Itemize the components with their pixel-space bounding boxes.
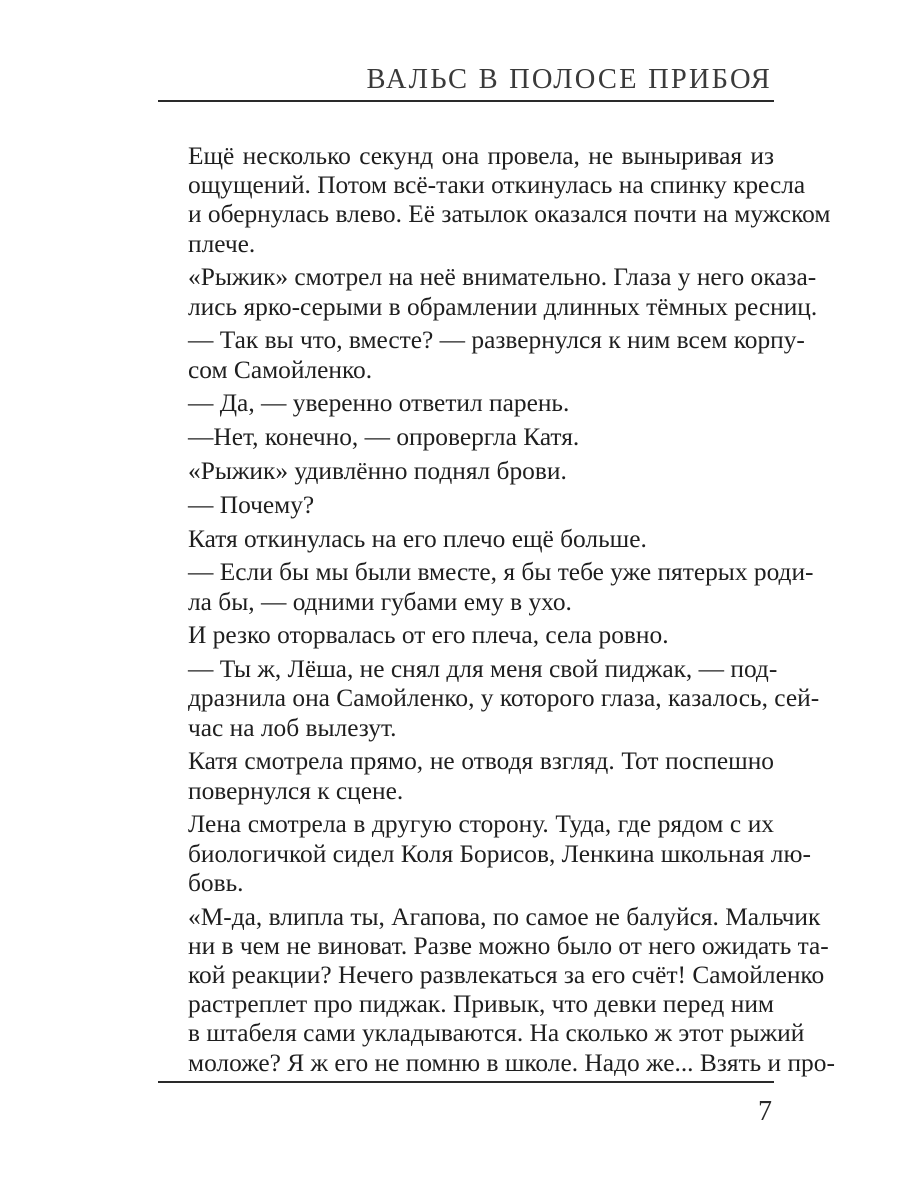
text-line: Лена смотрела в другую сторону. Туда, где рядом с их xyxy=(188,810,774,839)
text-line: моложе? Я ж его не помню в школе. Надо же... Взять и про- xyxy=(188,1048,835,1077)
text-line: И резко оторвалась от его плеча, села ровно. xyxy=(188,621,669,650)
text-line: бовь. xyxy=(188,868,244,897)
text-line: Катя откинулась на его плечо ещё больше. xyxy=(188,524,647,553)
text-line: — Так вы что, вместе? — развернулся к ним всем корпу- xyxy=(188,326,805,355)
paragraph-3 xyxy=(158,326,805,384)
text-line: Катя смотрела прямо, не отводя взгляд. Тот поспешно xyxy=(188,747,774,776)
body-text xyxy=(158,142,835,1082)
text-line: сом Самойленко. xyxy=(188,355,373,384)
text-line: и обернулась влево. Её затылок оказался почти на мужском xyxy=(188,200,831,229)
paragraph-1 xyxy=(158,142,831,259)
text-line: — Да, — уверенно ответил парень. xyxy=(188,389,570,418)
text-line: кой реакции? Нечего развлекаться за его счёт! Самойленко xyxy=(188,961,825,989)
text-line: ощущений. Потом всё-таки откинулась на спинку кресла xyxy=(188,171,806,200)
text-line: повернулся к сцене. xyxy=(188,776,404,805)
text-line: —Нет, конечно, — опровергла Катя. xyxy=(188,423,580,452)
text-line: растреплет про пиджак. Привык, что девки перед ним xyxy=(188,990,774,1019)
paragraph-11 xyxy=(158,655,820,743)
text-line: «Рыжик» смотрел на неё внимательно. Глаза у него оказа- xyxy=(188,263,817,292)
text-line: биологичкой сидел Коля Борисов, Ленкина школьная лю- xyxy=(188,839,811,868)
paragraph-2 xyxy=(158,263,818,321)
footer-rule xyxy=(158,1081,774,1083)
page-number: 7 xyxy=(758,1096,772,1127)
running-head: ВАЛЬС В ПОЛОСЕ ПРИБОЯ xyxy=(366,64,772,95)
text-line: «М-да, влипла ты, Агапова, по самое не балуйся. Мальчик xyxy=(188,902,821,931)
paragraph-6 xyxy=(158,457,774,486)
text-line: «Рыжик» удивлённо поднял брови. xyxy=(188,457,567,485)
text-line: час на лоб вылезут. xyxy=(188,713,397,742)
text-line: дразнила она Самойленко, у которого глаза, казалось, сей- xyxy=(188,684,820,713)
paragraph-10 xyxy=(158,621,774,650)
text-line: плече. xyxy=(188,229,256,258)
text-line: Ещё несколько секунд она провела, не выныривая из xyxy=(188,142,774,170)
paragraph-13 xyxy=(158,810,811,898)
paragraph-14 xyxy=(158,902,835,1078)
paragraph-8 xyxy=(158,525,774,554)
text-line: — Ты ж, Лёша, не снял для меня свой пиджак, — под- xyxy=(188,655,778,684)
text-line: ла бы, — одними губами ему в ухо. xyxy=(188,587,572,616)
text-line: в штабеля сами укладываются. На сколько ж этот рыжий xyxy=(188,1019,805,1048)
text-line: лись ярко-серыми в обрамлении длинных тёмных ресниц. xyxy=(188,292,818,321)
text-line: ни в чем не виноват. Разве можно было от него ожидать та- xyxy=(188,931,829,960)
paragraph-5 xyxy=(158,423,774,452)
paragraph-12 xyxy=(158,747,774,805)
paragraph-9 xyxy=(158,558,814,616)
header-rule xyxy=(158,100,774,102)
paragraph-4 xyxy=(158,389,774,418)
paragraph-7 xyxy=(158,491,774,520)
text-line: — Если бы мы были вместе, я бы тебе уже пятерых роди- xyxy=(188,558,814,587)
text-line: — Почему? xyxy=(188,490,315,519)
